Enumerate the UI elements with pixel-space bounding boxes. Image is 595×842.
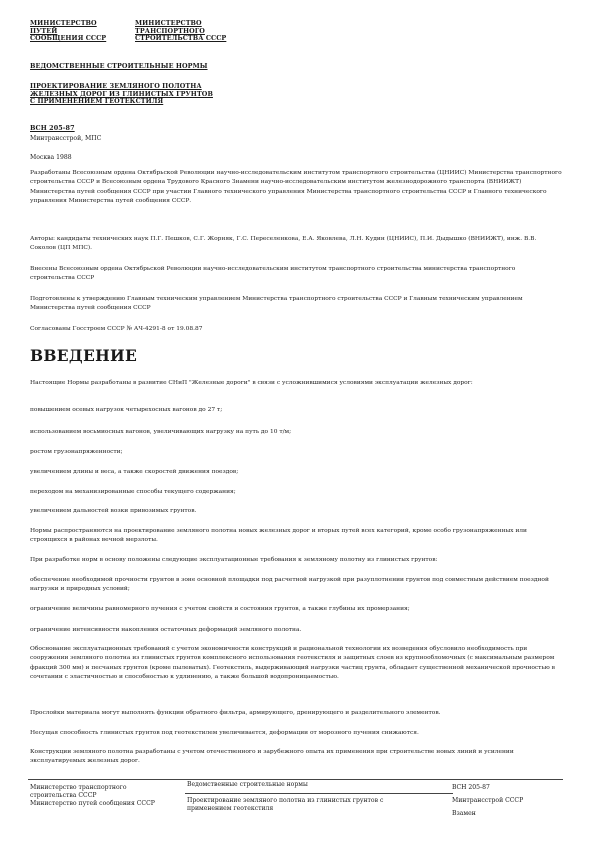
introduced-paragraph: Внесены Всесоюзным ордена Октябрьской Революции научно-исследовательским институтом транспортного строительства министерства транспортного строительства СССР — [30, 266, 516, 282]
doc-type: ВЕДОМСТВЕННЫЕ СТРОИТЕЛЬНЫЕ НОРМЫ — [30, 62, 208, 70]
footer-left — [30, 784, 155, 809]
footer-issuer: Минтрансстрой СССР — [452, 797, 524, 804]
org-right-line: МИНИСТЕРСТВО — [135, 19, 202, 27]
authors-paragraph: Авторы: кандидаты технических наук П.Г. Пешков, С.Г. Жорняк, Г.С. Переселенкова, Е.А. Яковлева, Л.Н. Кудин (ЦНИИС), П.И. Дыдышко (ВНИИЖТ), инж. В.В. Соколов (ЦП МПС). — [30, 236, 537, 252]
intro-paragraph: увеличением длины и веса, а также скоростей движения поездов; — [30, 469, 239, 475]
org-right-line: СТРОИТЕЛЬСТВА СССР — [135, 34, 227, 43]
intro-paragraph: Нормы распространяются на проектирование земляного полотна новых железных дорог и вторых путей всех категорий, кроме особо грузонапряженных или строящихся в районах вечной мерзлоты. — [30, 528, 527, 544]
title-line: ПРОЕКТИРОВАНИЕ ЗЕМЛЯНОГО ПОЛОТНА — [30, 82, 202, 90]
agreed-paragraph: Согласованы Госстроем СССР № АЧ-4291-8 от 19.08.87 — [30, 326, 203, 332]
intro-paragraph: переходом на механизированные способы текущего содержания; — [30, 489, 236, 495]
intro-paragraph: обеспечение необходимой прочности грунтов в зоне основной площадки под расчетной нагрузкой при разуплотнении грунтов под совместным действием поездной нагрузки и природных условий; — [30, 577, 549, 593]
intro-paragraph: ростом грузонапряженности; — [30, 449, 123, 455]
developed-paragraph: Разработаны Всесоюзным ордена Октябрьской Революции научно-исследовательским институтом транспортного строительства (ЦНИИС) Министерства транспортного строительства СССР и Всесоюзным ордена Трудового Красного Знамени научно-исследовательским институтом железнодорожного транспорта (ВНИИЖТ) Министерства путей сообщения СССР при участии Главного технического управления Министерства транспортного строительства СССР и Главного технического управления Министерства путей сообщения СССР. — [30, 170, 562, 205]
intro-paragraph: увеличением дальностей возки привозимых грунтов. — [30, 508, 197, 514]
footer-left-line: Министерство путей сообщения СССР — [30, 800, 155, 808]
intro-paragraph: Конструкции земляного полотна разработаны с учетом отечественного и зарубежного опыта их применения при строительстве новых линий и усилении эксплуатируемых железных дорог. — [30, 749, 514, 765]
footer-left-line: Министерство транспортного — [30, 784, 127, 791]
intro-paragraph: При разработке норм в основу положены следующие эксплуатационные требования к земляному полотну из глинистых грунтов: — [30, 557, 438, 563]
issuer: Минтрансстрой, МПС — [30, 135, 102, 142]
prepared-paragraph: Подготовлены к утверждению Главным техническим управлением Министерства транспортного строительства СССР и Главным техническим управлением Министерства путей сообщения СССР — [30, 296, 523, 312]
footer-code: ВСН 205-87 — [452, 784, 490, 791]
footer-title-line: применением геотекстиля — [187, 805, 274, 813]
intro-paragraph: ограничение интенсивности накопления остаточных деформаций земляного полотна. — [30, 627, 302, 633]
intro-paragraph: использованием восьмиосных вагонов, увеличивающих нагрузку на путь до 10 т/м; — [30, 429, 292, 435]
org-left-line: ПУТЕЙ — [30, 26, 58, 35]
ministry-transport-construction — [135, 20, 226, 43]
org-right-line: ТРАНСПОРТНОГО — [135, 26, 205, 35]
org-left-line: МИНИСТЕРСТВО — [30, 19, 97, 27]
intro-paragraph: Обоснование эксплуатационных требований с учетом экономичности конструкций и рациональной технологии их возведения обусловило необходимость при сооружении земляного полотна из глинистых грунтов комплексного использования геотекстиля и защитных слоев из крупнообломочных (с максимальным размером фракций 300 мм) и песчаных грунтов (кроме пылеватых). Геотекстиль, выдерживающий нагрузки частиц грунта, обладает существенной механической прочностью в сочетании с эластичностью и способностью к удлинению, а также большой водопроницаемостью. — [30, 646, 555, 681]
org-left-line: СООБЩЕНИЯ СССР — [30, 34, 107, 43]
intro-paragraph: Настоящие Нормы разработаны в развитие СНиП "Железные дороги" в связи с усложнившимися условиями эксплуатации железных дорог: — [30, 380, 473, 386]
footer-mid-rule — [185, 793, 453, 794]
footer-doc-title — [187, 797, 383, 813]
footer-replaces: Взамен — [452, 810, 476, 817]
place-year: Москва 1988 — [30, 154, 72, 161]
ministry-railways — [30, 20, 106, 43]
footer-top-rule — [28, 779, 563, 780]
intro-heading: ВВЕДЕНИЕ — [30, 346, 138, 365]
intro-paragraph: повышением осевых нагрузок четырехосных вагонов до 27 т; — [30, 407, 223, 413]
intro-paragraph: Прослойки материала могут выполнять функции обратного фильтра, армирующего, дренирующего и разделительного элементов. — [30, 710, 441, 716]
intro-paragraph: Несущая способность глинистых грунтов под геотекстилем увеличивается, деформации от морозного пучения снижаются. — [30, 730, 419, 736]
title-line: ЖЕЛЕЗНЫХ ДОРОГ ИЗ ГЛИНИСТЫХ ГРУНТОВ — [30, 89, 213, 98]
doc-code: ВСН 205-87 — [30, 124, 75, 132]
footer-left-line: строительства СССР — [30, 792, 97, 800]
footer-doc-type: Ведомственные строительные нормы — [187, 781, 308, 788]
title-line: С ПРИМЕНЕНИЕМ ГЕОТЕКСТИЛЯ — [30, 97, 164, 106]
intro-paragraph: ограничение величины равномерного пучения с учетом свойств и состояния грунтов, а также глубины их промерзания; — [30, 606, 410, 612]
footer-right — [452, 781, 523, 820]
footer-title-line: Проектирование земляного полотна из глинистых грунтов с — [187, 797, 384, 804]
doc-title — [30, 83, 213, 106]
